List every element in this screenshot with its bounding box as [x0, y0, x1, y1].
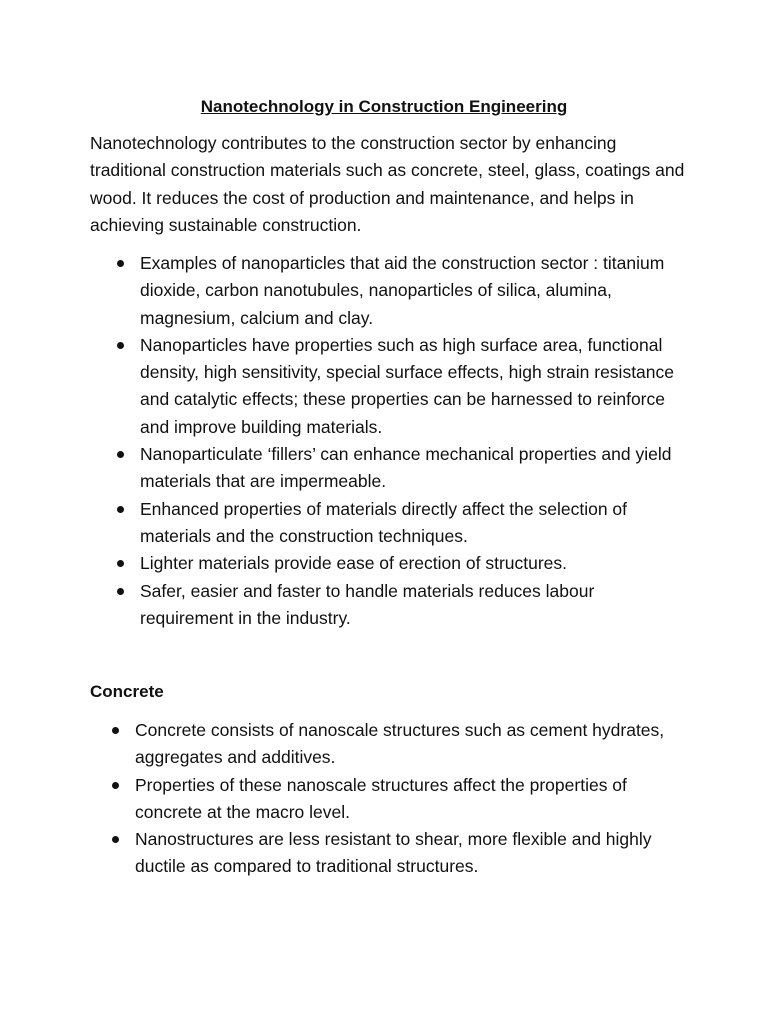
list-item	[140, 441, 680, 496]
bullet-icon	[117, 588, 124, 595]
list-item-text: Enhanced properties of materials directly affect the selection of materials and the construction techniques.	[140, 498, 628, 546]
list-item	[140, 332, 680, 441]
list-item	[140, 496, 680, 551]
document-title: Nanotechnology in Construction Engineering	[200, 97, 568, 116]
bullet-icon	[112, 727, 119, 734]
intro-paragraph: Nanotechnology contributes to the construction sector by enhancing traditional construction materials such as concrete, steel, glass, coatings and wood. It reduces the cost of production and maintenance, and helps in achieving sustainable construction.	[90, 133, 685, 235]
concrete-bullet-list	[135, 717, 695, 881]
bullet-icon	[117, 260, 124, 267]
list-item-text: Lighter materials provide ease of erection of structures.	[140, 553, 568, 574]
list-item	[135, 717, 695, 772]
list-item-text: Examples of nanoparticles that aid the construction sector : titanium dioxide, carbon nanotubules, nanoparticles of silica, alumina, magnesium, calcium and clay.	[140, 253, 665, 328]
list-item-text: Nanoparticulate ‘fillers’ can enhance mechanical properties and yield materials that are impermeable.	[140, 444, 672, 492]
concrete-heading: Concrete	[90, 682, 164, 701]
bullet-icon	[117, 451, 124, 458]
bullet-icon	[112, 836, 119, 843]
bullet-icon	[117, 506, 124, 513]
list-item-text: Nanoparticles have properties such as high surface area, functional density, high sensitivity, special surface effects, high strain resistance and catalytic effects; these properties can be harnessed to reinforce and improve building materials.	[140, 334, 675, 437]
list-item	[140, 250, 680, 332]
list-item	[140, 578, 680, 633]
list-item-text: Concrete consists of nanoscale structures such as cement hydrates, aggregates and additives.	[135, 720, 665, 768]
list-item	[140, 550, 680, 577]
bullet-icon	[117, 342, 124, 349]
list-item	[135, 772, 695, 827]
list-item	[135, 826, 695, 881]
list-item-text: Nanostructures are less resistant to shear, more flexible and highly ductile as compared to traditional structures.	[135, 829, 652, 877]
bullet-icon	[112, 782, 119, 789]
list-item-text: Safer, easier and faster to handle materials reduces labour requirement in the industry.	[140, 580, 595, 628]
bullet-icon	[117, 560, 124, 567]
list-item-text: Properties of these nanoscale structures affect the properties of concrete at the macro level.	[135, 774, 627, 822]
overview-bullet-list	[140, 250, 680, 632]
